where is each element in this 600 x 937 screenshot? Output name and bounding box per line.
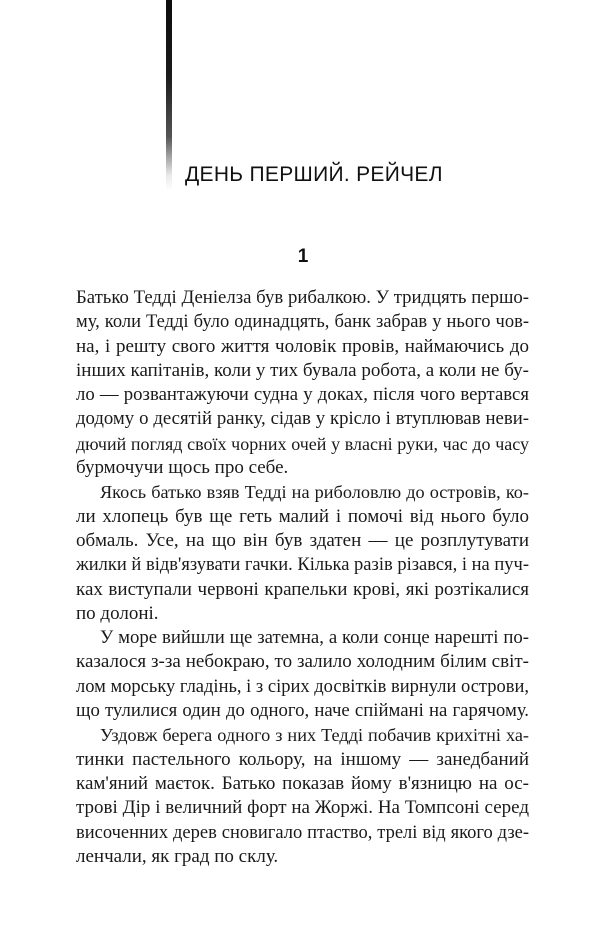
text-line: на, і решту свого життя чоловік провів, наймаючись до [76, 335, 529, 357]
text-line: тинки пастельного кольору, на іншому — занедбаний [76, 748, 529, 770]
text-line: казалося з-за небокраю, то залило холодним білим світ- [76, 651, 529, 673]
text-line: трові Дір і величний форт на Жоржі. На Томпсоні серед [76, 797, 529, 819]
text-line: додому о десятій ранку, сідав у крісло і втуплював неви- [76, 408, 529, 430]
text-line: ленчали, як град по склу. [76, 845, 279, 867]
section-number: 1 [297, 246, 309, 267]
chapter-title: ДЕНЬ ПЕРШИЙ. РЕЙЧЕЛ [185, 163, 443, 186]
text-line: по долоні. [76, 602, 159, 624]
text-line: інших капітанів, коли у тих бувала робота, а коли не бу- [76, 359, 529, 381]
body-text [76, 286, 529, 869]
paragraph-3 [76, 626, 529, 723]
text-line: У море вийшли ще затемна, а коли сонце нарешті по- [100, 627, 529, 649]
decorative-vertical-line [166, 0, 172, 190]
text-line: бурмочучи щось про себе. [76, 457, 289, 479]
text-line: дючий погляд своїх чорних очей у власні руки, час до часу [76, 433, 529, 454]
text-line: височенних дерев сновигало птаство, трелі від якого дзе- [76, 822, 529, 843]
text-line: му, коли Тедді було одинадцять, банк забрав у нього чов- [76, 312, 529, 333]
text-line: Якось батько взяв Тедді на риболовлю до островів, ко- [100, 482, 529, 503]
text-line: ло — розвантажуючи судна у доках, після чого вертався [76, 384, 529, 406]
text-line: кам'яний маєток. Батько показав йому в'язницю на ос- [76, 772, 529, 794]
text-line: що тулилися один до одного, наче спіймані на гарячому. [76, 700, 529, 722]
paragraph-4 [76, 723, 529, 869]
text-line: жилки й відв'язувати гачки. Кілька разів різався, і на пуч- [76, 555, 529, 576]
text-line: Уздовж берега одного з них Тедді побачив крихітні ха- [100, 725, 529, 746]
text-line: обмаль. Усе, на що він був здатен — це розплутувати [76, 529, 529, 551]
text-line: лом морську гладінь, і з сірих досвітків вирнули острови, [76, 676, 529, 697]
paragraph-2 [76, 480, 529, 626]
text-line: Батько Тедді Деніелза був рибалкою. У тридцять першо- [76, 287, 529, 308]
paragraph-1 [76, 286, 529, 480]
text-line: ли хлопець був ще геть малий і помочі від нього було [76, 505, 529, 527]
text-line: ках виступали червоні крапельки крові, які розтікалися [76, 578, 529, 600]
